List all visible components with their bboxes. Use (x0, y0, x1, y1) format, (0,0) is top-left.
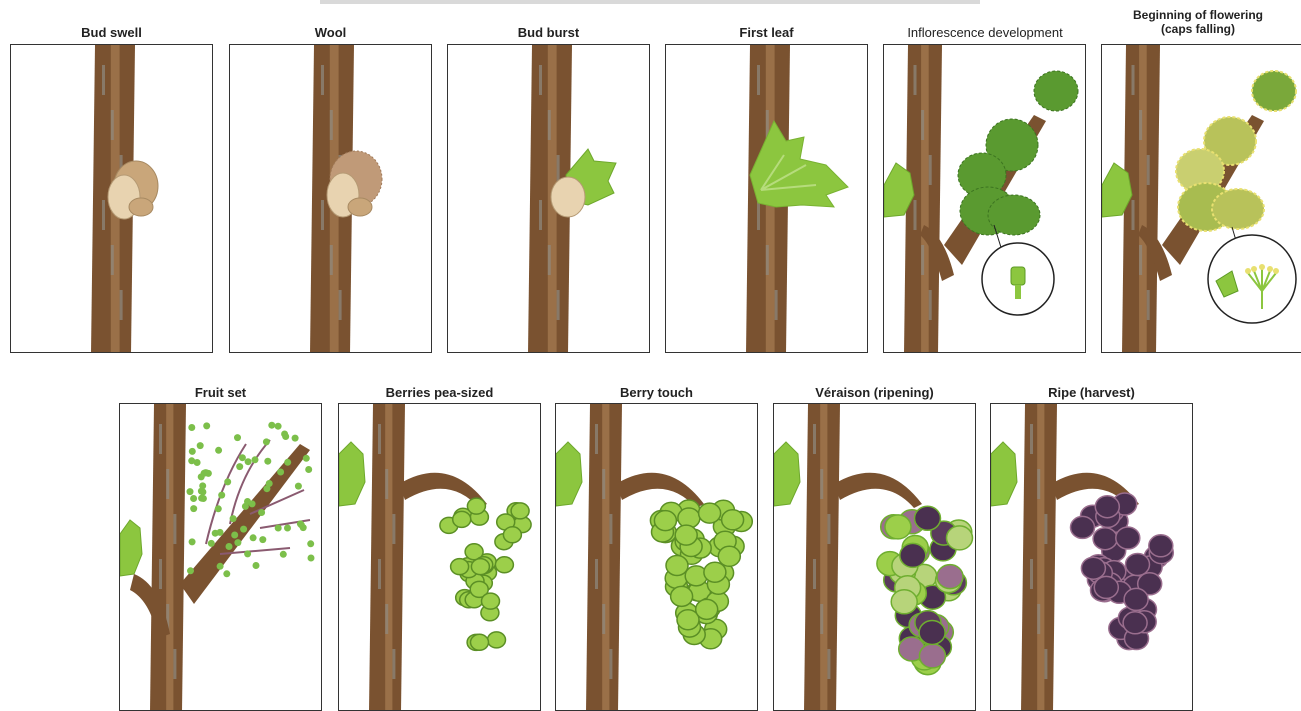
label-wool: Wool (314, 25, 347, 40)
berry (297, 520, 304, 527)
flower-detail (1011, 267, 1025, 285)
berry (198, 488, 205, 495)
berry (503, 527, 521, 543)
berry (215, 505, 222, 512)
label-ripe: Ripe (harvest) (1048, 385, 1135, 400)
bud-burst-illustration (448, 45, 650, 353)
berry (208, 540, 215, 547)
berry (915, 506, 941, 530)
berry (189, 538, 196, 545)
berry (699, 503, 721, 523)
berry (453, 511, 471, 527)
berry (189, 448, 196, 455)
berry (263, 438, 270, 445)
berry (188, 424, 195, 431)
berry (280, 551, 287, 558)
berry (1124, 588, 1148, 610)
bud-small (129, 198, 153, 216)
berry (231, 532, 238, 539)
pea-sized-illustration (339, 404, 541, 711)
berry (1094, 576, 1118, 598)
berry (236, 463, 243, 470)
berry (277, 469, 284, 476)
panel-berry-touch (555, 403, 758, 711)
berry (704, 562, 726, 582)
berry (187, 488, 194, 495)
berry (696, 599, 718, 619)
berry (242, 503, 249, 510)
berry (1149, 535, 1173, 557)
berry (234, 434, 241, 441)
berry (511, 503, 529, 519)
berry (224, 478, 231, 485)
ripe-cluster (1071, 493, 1174, 650)
fruit-set-illustration (120, 404, 322, 711)
label-inflorescence: Inflorescence development (907, 25, 1063, 40)
berry (252, 456, 259, 463)
berry (284, 459, 291, 466)
berry (245, 458, 252, 465)
berry (482, 593, 500, 609)
berry (190, 505, 197, 512)
label-veraison: Véraison (ripening) (815, 385, 934, 400)
berry (451, 559, 469, 575)
berry (223, 570, 230, 577)
berry (885, 515, 911, 539)
berry (218, 492, 225, 499)
label-flowering-sub: (caps falling) (1160, 22, 1235, 36)
berry (471, 559, 489, 575)
berry (718, 546, 740, 566)
panel-first-leaf (665, 44, 868, 353)
berry (275, 525, 282, 532)
trunk (804, 404, 840, 711)
panel-flowering (1101, 44, 1301, 353)
first-leaf-illustration (666, 45, 868, 353)
trunk (150, 404, 186, 711)
berry (1126, 554, 1150, 576)
berry (303, 455, 310, 462)
wool-illustration (230, 45, 432, 353)
berry (203, 422, 210, 429)
berry (264, 458, 271, 465)
berry (1123, 612, 1147, 634)
label-berry-touch: Berry touch (620, 385, 693, 400)
berry (268, 422, 275, 429)
cane-arc (834, 473, 922, 508)
panel-fruit-set (119, 403, 322, 711)
flower-clusters (958, 71, 1078, 235)
trunk (586, 404, 622, 711)
bud-swell-illustration (11, 45, 213, 353)
berry (307, 540, 314, 547)
label-first-leaf: First leaf (739, 25, 794, 40)
berry (919, 644, 945, 668)
berry-touch-cluster (650, 500, 752, 649)
trunk (1021, 404, 1057, 711)
label-bud-burst: Bud burst (517, 25, 580, 40)
berry (230, 515, 237, 522)
berry (1081, 557, 1105, 579)
small-leaf (339, 442, 365, 506)
berry (947, 526, 973, 550)
inflorescence-illustration (884, 45, 1086, 353)
berry (198, 495, 205, 502)
berry (937, 565, 963, 589)
berry (308, 555, 315, 562)
berry (488, 632, 506, 648)
small-leaf (556, 442, 582, 506)
flowering-illustration (1102, 45, 1301, 353)
berry (284, 525, 291, 532)
berry (197, 442, 204, 449)
panel-inflorescence (883, 44, 1086, 353)
bud-small (348, 198, 372, 216)
ripe-illustration (991, 404, 1193, 711)
berry (305, 466, 312, 473)
berry (722, 510, 744, 530)
berry (215, 447, 222, 454)
label-fruit-set: Fruit set (194, 385, 247, 400)
berry (1093, 528, 1117, 550)
label-bud-swell: Bud swell (81, 25, 142, 40)
small-leaf (120, 520, 142, 576)
berry (194, 459, 201, 466)
trunk (369, 404, 405, 711)
berry (253, 562, 260, 569)
veraison-illustration (774, 404, 976, 711)
berry (244, 550, 251, 557)
small-leaf (774, 442, 800, 506)
small-leaf (991, 442, 1017, 506)
berry (467, 498, 485, 514)
berry (654, 511, 676, 531)
berry (203, 469, 210, 476)
bud-scale (551, 177, 585, 217)
berry (471, 634, 489, 650)
berry (891, 590, 917, 614)
berry (1095, 496, 1119, 518)
label-flowering: Beginning of flowering (1133, 8, 1263, 22)
berry (217, 563, 224, 570)
panel-bud-burst (447, 44, 650, 353)
berry (250, 534, 257, 541)
berry (239, 454, 246, 461)
cropped-title-line (320, 0, 980, 4)
berry (292, 435, 299, 442)
panel-pea-sized (338, 403, 541, 711)
label-pea-sized: Berries pea-sized (385, 385, 494, 400)
berry (234, 539, 241, 546)
berry (275, 423, 282, 430)
flowering-clusters (1176, 71, 1296, 231)
berry (1116, 527, 1140, 549)
berry (495, 557, 513, 573)
berry (282, 433, 289, 440)
panel-wool (229, 44, 432, 353)
berry (187, 567, 194, 574)
berry (258, 509, 265, 516)
berry (226, 543, 233, 550)
panel-veraison (773, 403, 976, 711)
panel-bud-swell (10, 44, 213, 353)
veraison-cluster (877, 506, 973, 674)
berry (259, 536, 266, 543)
berry (240, 526, 247, 533)
berry (666, 556, 688, 576)
fruit-set-berries (187, 422, 315, 578)
berry (266, 480, 273, 487)
berry-touch-illustration (556, 404, 758, 711)
berry (671, 586, 693, 606)
berry (190, 495, 197, 502)
berry (295, 483, 302, 490)
berry (919, 621, 945, 645)
pea-sized-cluster (440, 498, 531, 650)
berry (217, 529, 224, 536)
berry (900, 543, 926, 567)
berry (675, 525, 697, 545)
panel-ripe (990, 403, 1193, 711)
berry (1071, 516, 1095, 538)
